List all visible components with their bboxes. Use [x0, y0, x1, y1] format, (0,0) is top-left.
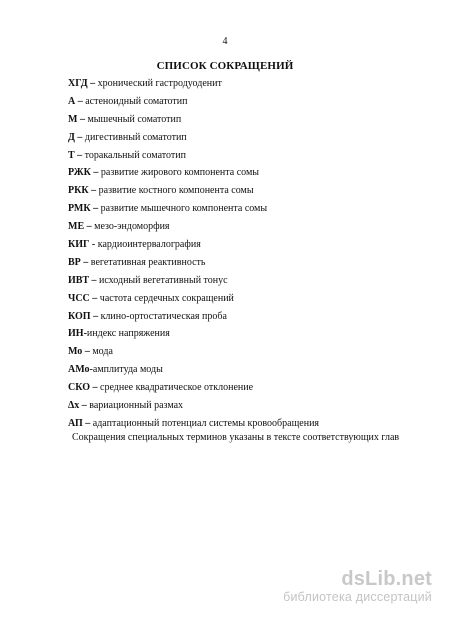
watermark [232, 568, 432, 605]
abbreviation-term: ИН [68, 328, 84, 340]
abbreviation-definition: развитие жирового компонента сомы [100, 167, 260, 179]
abbreviation-term: РМК [68, 203, 91, 215]
abbreviation-term: АП [68, 417, 83, 429]
page-number: 4 [222, 36, 228, 47]
abbreviation-item [68, 273, 438, 291]
abbreviation-item [68, 326, 438, 344]
abbreviation-item [68, 112, 438, 130]
abbreviation-separator: – [87, 78, 98, 89]
abbreviation-definition: индекс напряжения [86, 328, 170, 340]
abbreviation-definition: адаптационный потенциал системы кровообращения [92, 417, 320, 429]
abbreviation-item [68, 130, 438, 148]
abbreviation-definition: частота сердечных сокращений [99, 292, 234, 304]
abbreviation-item [68, 237, 438, 255]
abbreviation-item [68, 219, 438, 237]
abbreviation-definition: мезо-эндоморфия [94, 221, 170, 233]
abbreviation-separator: – [84, 221, 95, 233]
abbreviation-term: СКО [68, 382, 91, 394]
abbreviation-separator: - [83, 328, 87, 340]
abbreviation-separator: – [89, 274, 99, 286]
abbreviation-definition: мышечный соматотип [87, 113, 182, 125]
abbreviation-separator: – [90, 167, 101, 179]
abbreviation-term: РКК [68, 185, 89, 197]
abbreviation-term: ЧСС [68, 292, 90, 304]
abbreviation-definition: среднее квадратическое отклонение [100, 382, 254, 394]
abbreviation-definition: вегетативная реактивность [90, 256, 206, 268]
abbreviation-separator: – [74, 131, 85, 143]
abbreviation-term: ВР [68, 256, 81, 268]
abbreviation-definition: развитие костного компонента сомы [98, 185, 254, 197]
abbreviation-list [68, 76, 438, 434]
abbreviation-item [68, 398, 438, 416]
footnote: Сокращения специальных терминов указаны в тексте соответствующих глав [72, 432, 400, 443]
abbreviation-term: КИГ [68, 239, 90, 251]
abbreviation-definition: мода [92, 346, 113, 358]
abbreviation-term: ИВТ [68, 274, 89, 286]
abbreviation-separator: – [77, 113, 88, 125]
abbreviation-separator: – [82, 417, 93, 429]
abbreviation-item [68, 291, 438, 309]
abbreviation-term: РЖК [68, 167, 91, 179]
abbreviation-item [68, 309, 438, 327]
abbreviation-term: Д [68, 131, 75, 143]
abbreviation-item [68, 255, 438, 273]
abbreviation-term: М [68, 113, 78, 125]
abbreviation-item [68, 380, 438, 398]
abbreviation-separator: - [89, 364, 93, 376]
abbreviation-definition: астеноидный соматотип [85, 95, 188, 107]
abbreviation-separator: – [89, 292, 100, 304]
abbreviation-definition: амплитуда моды [92, 364, 163, 376]
abbreviation-separator: – [90, 310, 101, 322]
abbreviation-term: АМо [68, 364, 90, 376]
abbreviation-item [68, 148, 438, 166]
abbreviation-item [68, 201, 438, 219]
abbreviation-item [68, 76, 438, 94]
abbreviation-definition: исходный вегетативный тонус [99, 274, 228, 286]
abbreviation-separator: – [88, 185, 99, 197]
abbreviation-term: ХГД [68, 78, 88, 89]
abbreviation-definition: развитие мышечного компонента сомы [100, 203, 268, 215]
abbreviation-separator: - [89, 239, 98, 251]
abbreviation-term: Т [68, 149, 75, 161]
page-title: СПИСОК СОКРАЩЕНИЙ [156, 60, 294, 72]
abbreviation-separator: – [90, 203, 101, 215]
watermark-caption: библиотека диссертаций [283, 590, 432, 604]
abbreviation-term: А [68, 95, 76, 107]
abbreviation-separator: – [75, 95, 86, 107]
abbreviation-item [68, 94, 438, 112]
abbreviation-definition: торакальный соматотип [84, 149, 186, 161]
abbreviation-item [68, 183, 438, 201]
abbreviation-separator: – [74, 149, 85, 161]
abbreviation-definition: кардиоинтервалография [97, 239, 201, 251]
abbreviation-definition: дигестивный соматотип [84, 131, 187, 143]
abbreviation-term: Δx [68, 400, 80, 412]
abbreviation-separator: – [82, 346, 93, 358]
abbreviation-definition: вариационный размах [89, 400, 184, 412]
abbreviation-term: Мо [68, 346, 83, 358]
abbreviation-term: МЕ [68, 221, 85, 233]
abbreviation-definition: хронический гастродуоденит [97, 78, 222, 89]
abbreviation-separator: – [90, 382, 101, 394]
abbreviation-item [68, 362, 438, 380]
abbreviation-term: КОП [68, 310, 91, 322]
abbreviation-separator: – [79, 400, 90, 412]
abbreviation-definition: клино-ортостатическая проба [100, 310, 227, 322]
abbreviation-separator: – [80, 256, 91, 268]
watermark-logo: dsLib.net [341, 568, 432, 590]
abbreviation-item [68, 165, 438, 183]
abbreviation-item [68, 344, 438, 362]
